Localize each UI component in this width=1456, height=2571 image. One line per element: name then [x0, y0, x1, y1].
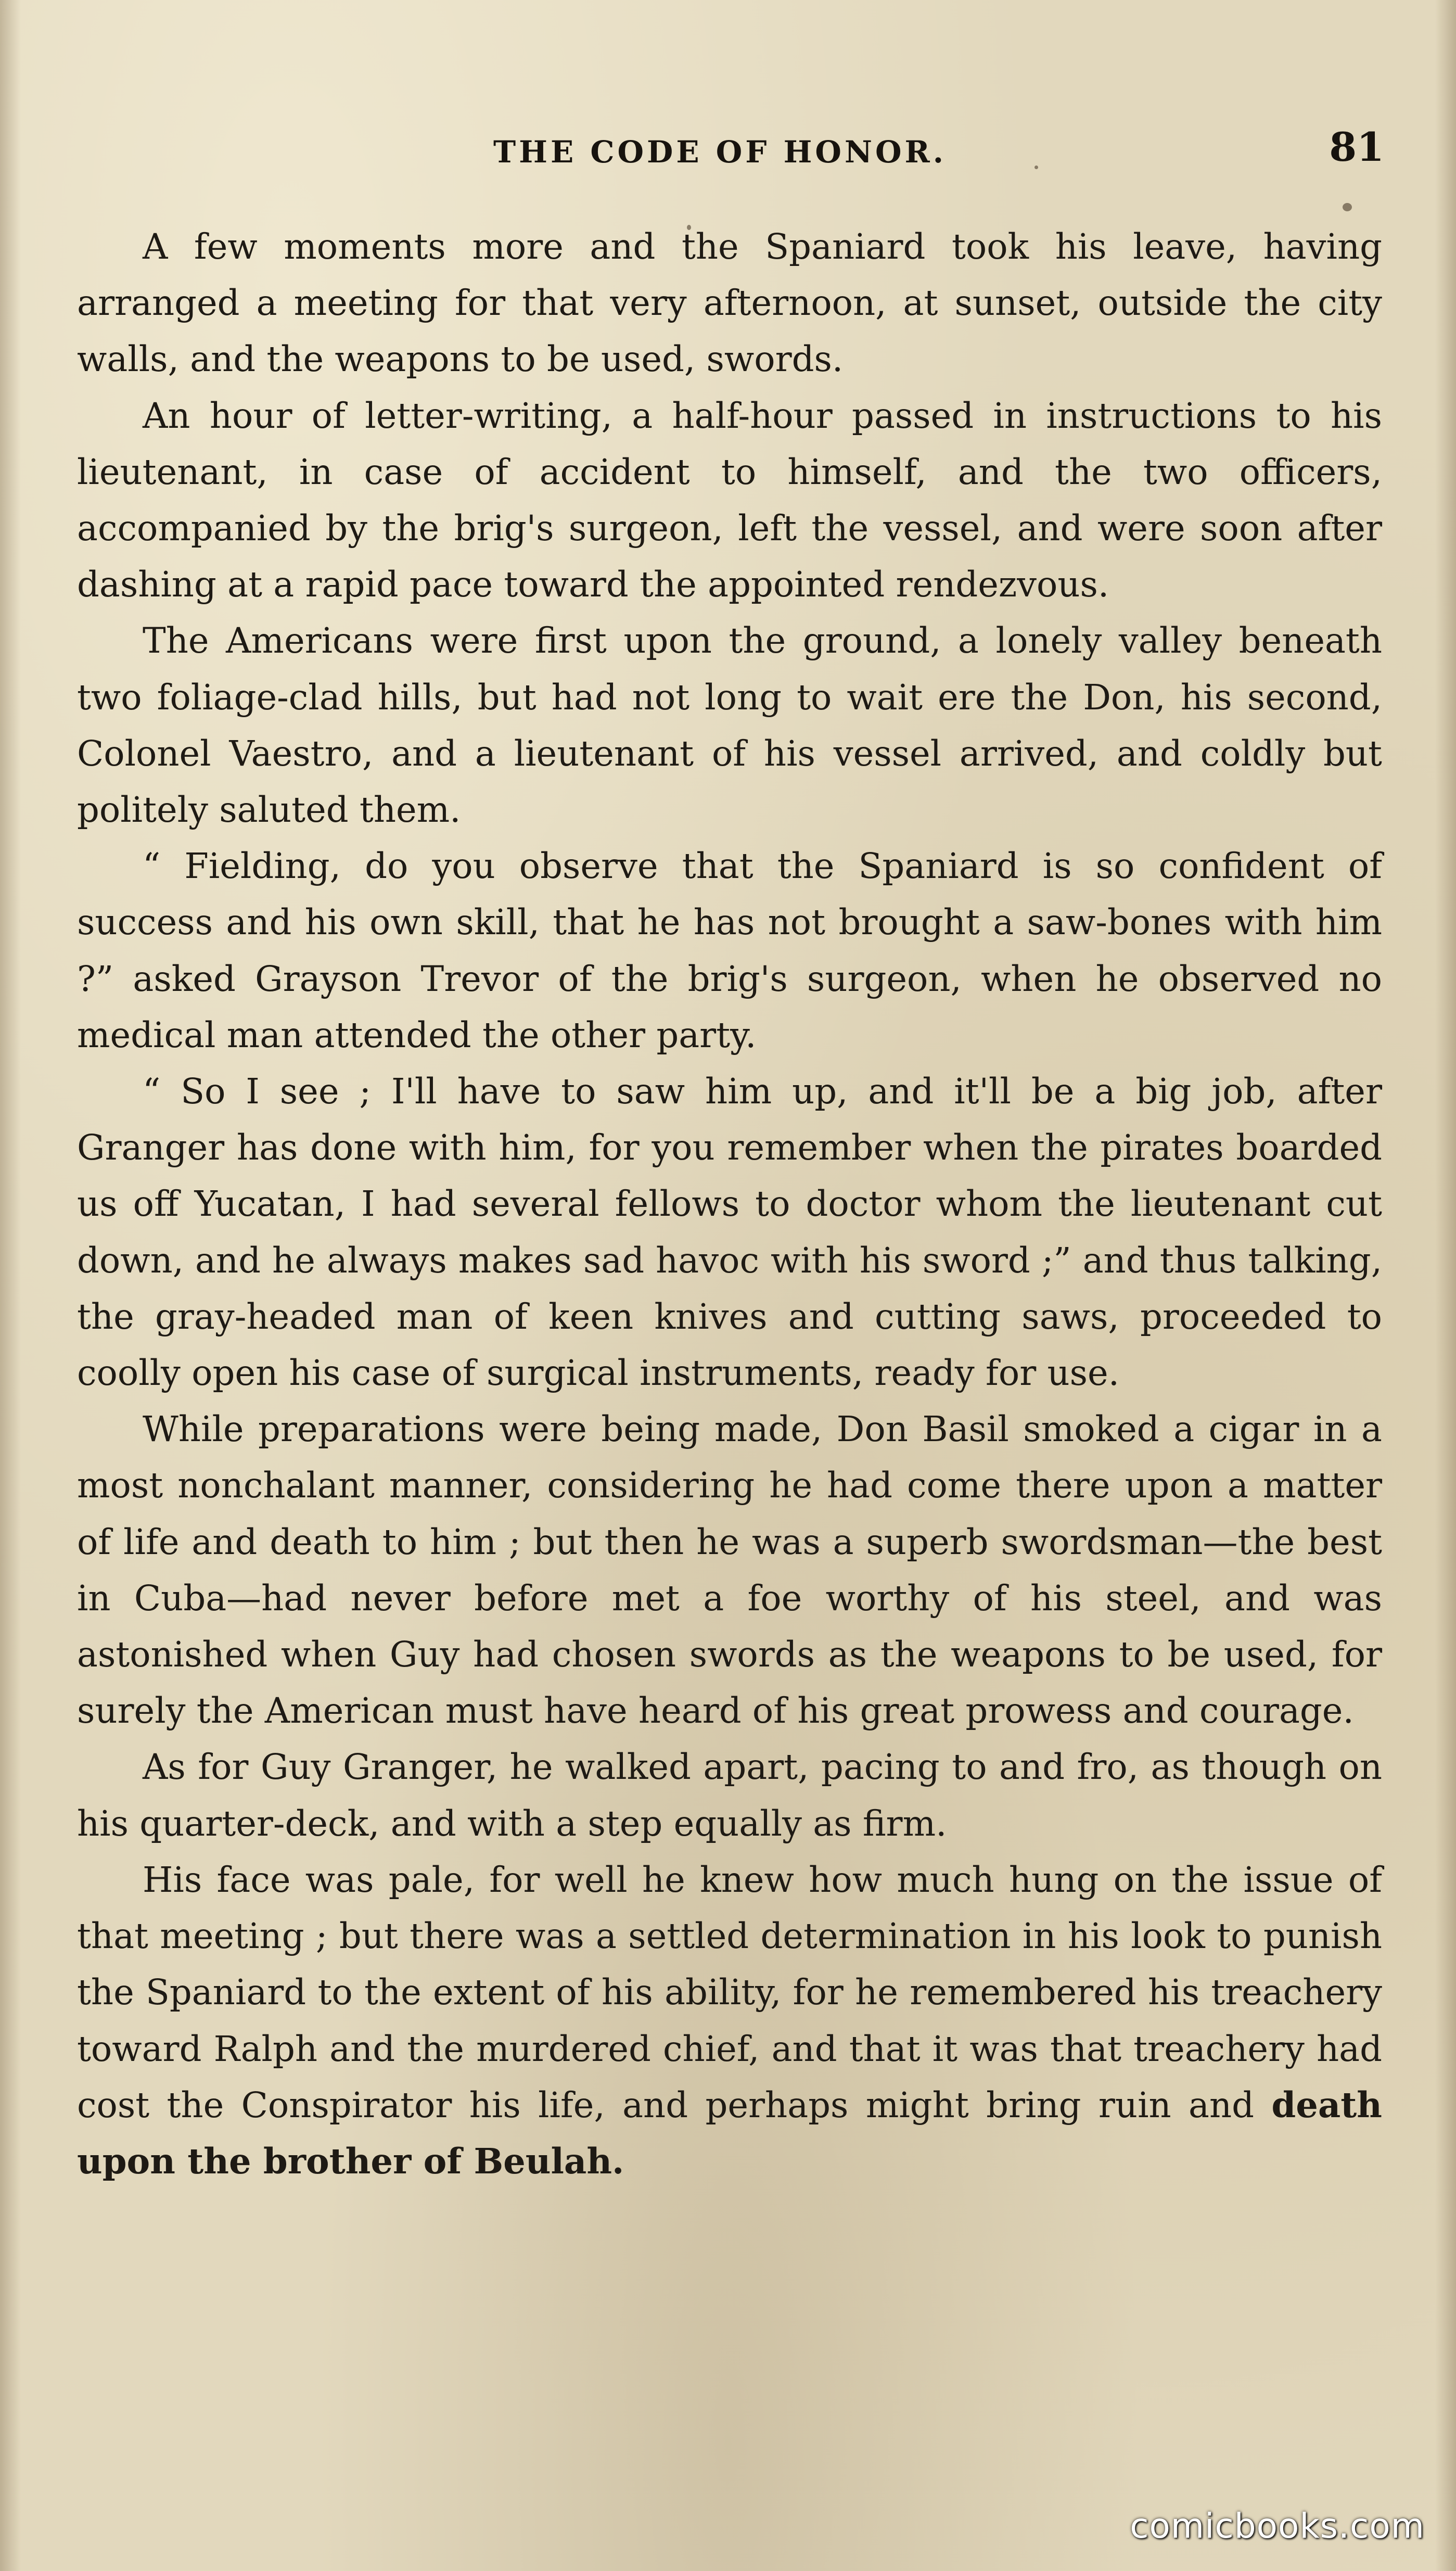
paragraph: While preparations were being made, Don Basil smoked a cigar in a most nonchalant manner, considering he had come there upon a matter of life and death to him ; but then he was a superb swordsman—the best in Cuba—had never before met a foe worthy of his steel, and was astonished when Guy had chosen swords as the weapons to be used, for surely the American must have heard of his great prowess and courage.: [77, 1409, 1382, 1732]
running-head: [0, 124, 1456, 181]
paragraph: An hour of letter-writing, a half-hour passed in instructions to his lieutenant, in case of accident to himself, and the two officers, accompanied by the brig's surgeon, left the vessel, and were soon after dashing at a rapid pace toward the appointed rendezvous.: [77, 395, 1382, 605]
page-number: 81: [1329, 124, 1384, 170]
paragraph: A few moments more and the Spaniard took his leave, having arranged a meeting for that very afternoon, at sunset, outside the city walls, and the weapons to be used, swords.: [77, 226, 1382, 380]
paragraph: The Americans were first upon the ground, a lonely valley beneath two foliage-clad hills, but had not long to wait ere the Don, his second, Colonel Vaestro, and a lieutenant of his vessel arrived, and coldly but politely saluted them.: [77, 620, 1382, 831]
watermark: comicbooks.com: [1130, 2506, 1425, 2546]
closing-bold-text: death upon the brother of Beulah.: [77, 2084, 1382, 2182]
paragraph: As for Guy Granger, he walked apart, pacing to and fro, as though on his quarter-deck, and with a step equally as firm.: [77, 1747, 1382, 1844]
paragraph-final: [77, 1852, 1382, 2190]
paragraph-final-text: His face was pale, for well he knew how much hung on the issue of that meeting ; but there was a settled determination in his look to punish the Spaniard to the extent of his ability, for he remembered his treachery toward Ralph and the murdered chief, and that it was that treachery had cost the Conspirator his life, and perhaps might bring ruin and: [77, 1859, 1382, 2125]
page-edge-shadow-left: [0, 0, 21, 2571]
body-text: [77, 219, 1382, 2190]
paragraph: “ Fielding, do you observe that the Spaniard is so confident of success and his own skill, that he has not brought a saw-bones with him ?” asked Grayson Trevor of the brig's surgeon, when he observed no medical man attended the other party.: [77, 846, 1382, 1055]
page-edge-shadow-right: [1435, 0, 1456, 2571]
running-title: THE CODE OF HONOR.: [493, 134, 947, 170]
ink-speck: [1343, 203, 1352, 211]
paragraph: “ So I see ; I'll have to saw him up, and it'll be a big job, after Granger has done with him, for you remember when the pirates boarded us off Yucatan, I had several fellows to doctor whom the lieutenant cut down, and he always makes sad havoc with his sword ;” and thus talking, the gray-headed man of keen knives and cutting saws, proceeded to coolly open his case of surgical instruments, ready for use.: [77, 1071, 1382, 1394]
